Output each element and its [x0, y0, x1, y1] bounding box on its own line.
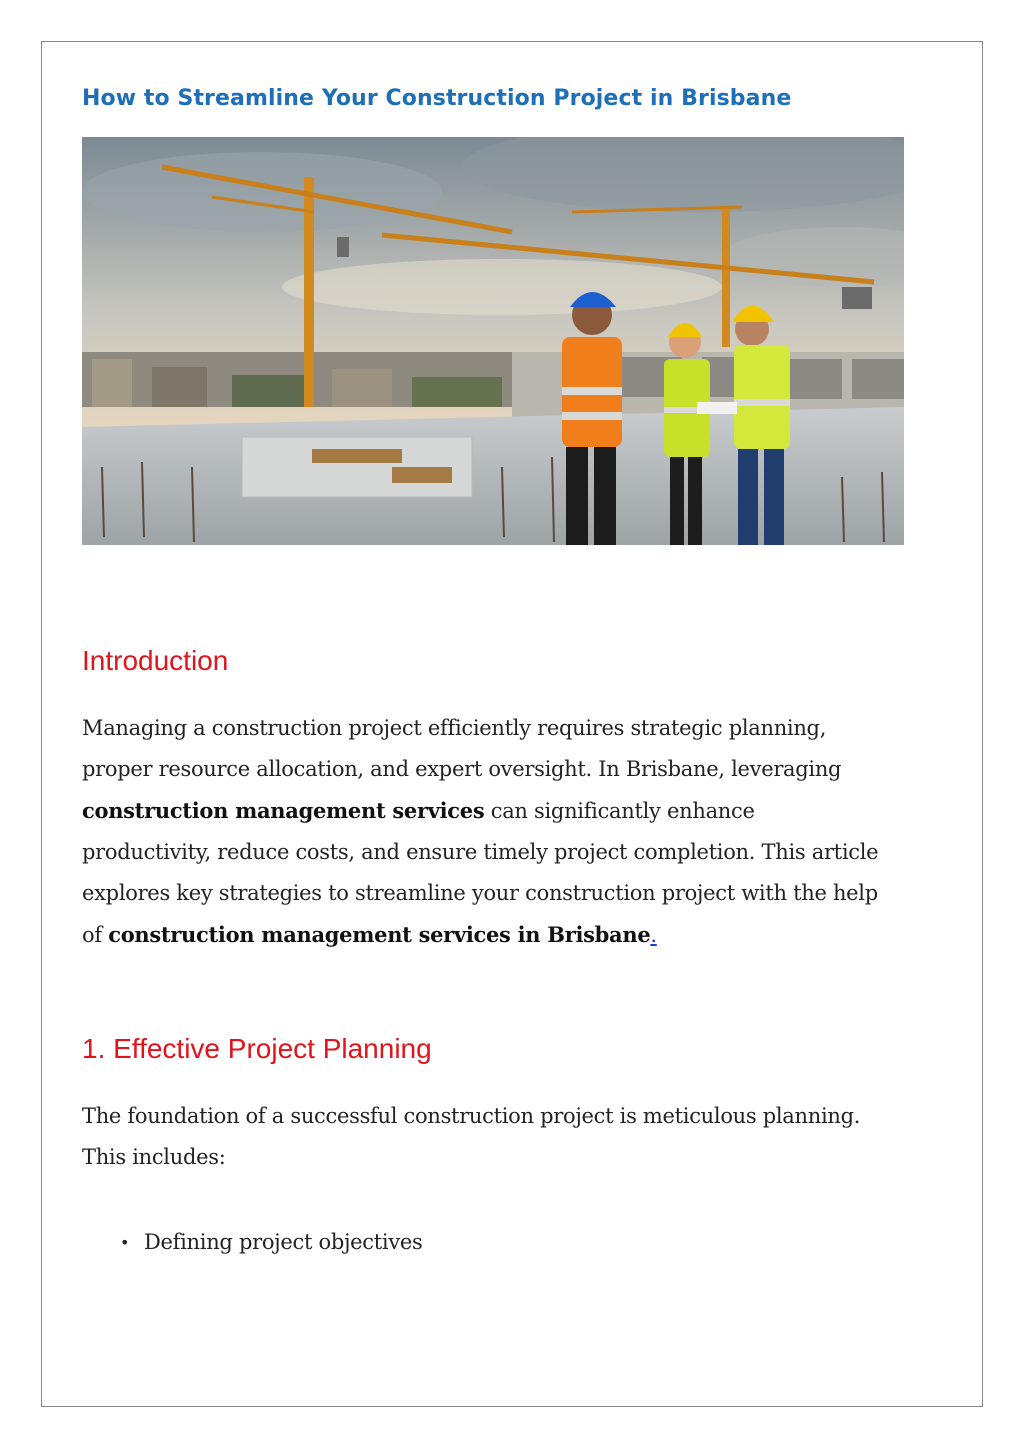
intro-text-part-2: can significantly enhance productivity, reduce costs, and ensure timely project completion. This article explores key strategies to streamline your construction project with the help of	[82, 799, 879, 947]
list-item	[82, 1222, 882, 1263]
bullet-icon: •	[120, 1233, 130, 1252]
intro-link[interactable]: .	[650, 923, 657, 947]
section-1-paragraph: The foundation of a successful construction project is meticulous planning. This includes:	[82, 1104, 861, 1169]
intro-bold-term-1: construction management services	[82, 798, 485, 823]
intro-text-part-1: Managing a construction project efficiently requires strategic planning, proper resource allocation, and expert oversight. In Brisbane, leveraging	[82, 716, 842, 781]
intro-bold-term-2: construction management services in Brisbane	[108, 922, 651, 947]
list-item-text: Defining project objectives	[144, 1230, 423, 1254]
article-title: How to Streamline Your Construction Project in Brisbane	[82, 86, 792, 111]
section-1-bullet-list	[82, 1222, 882, 1263]
section-1-heading: 1. Effective Project Planning	[82, 1033, 432, 1064]
introduction-heading: Introduction	[82, 645, 229, 676]
hero-image	[82, 137, 904, 545]
introduction-paragraph	[82, 708, 882, 956]
